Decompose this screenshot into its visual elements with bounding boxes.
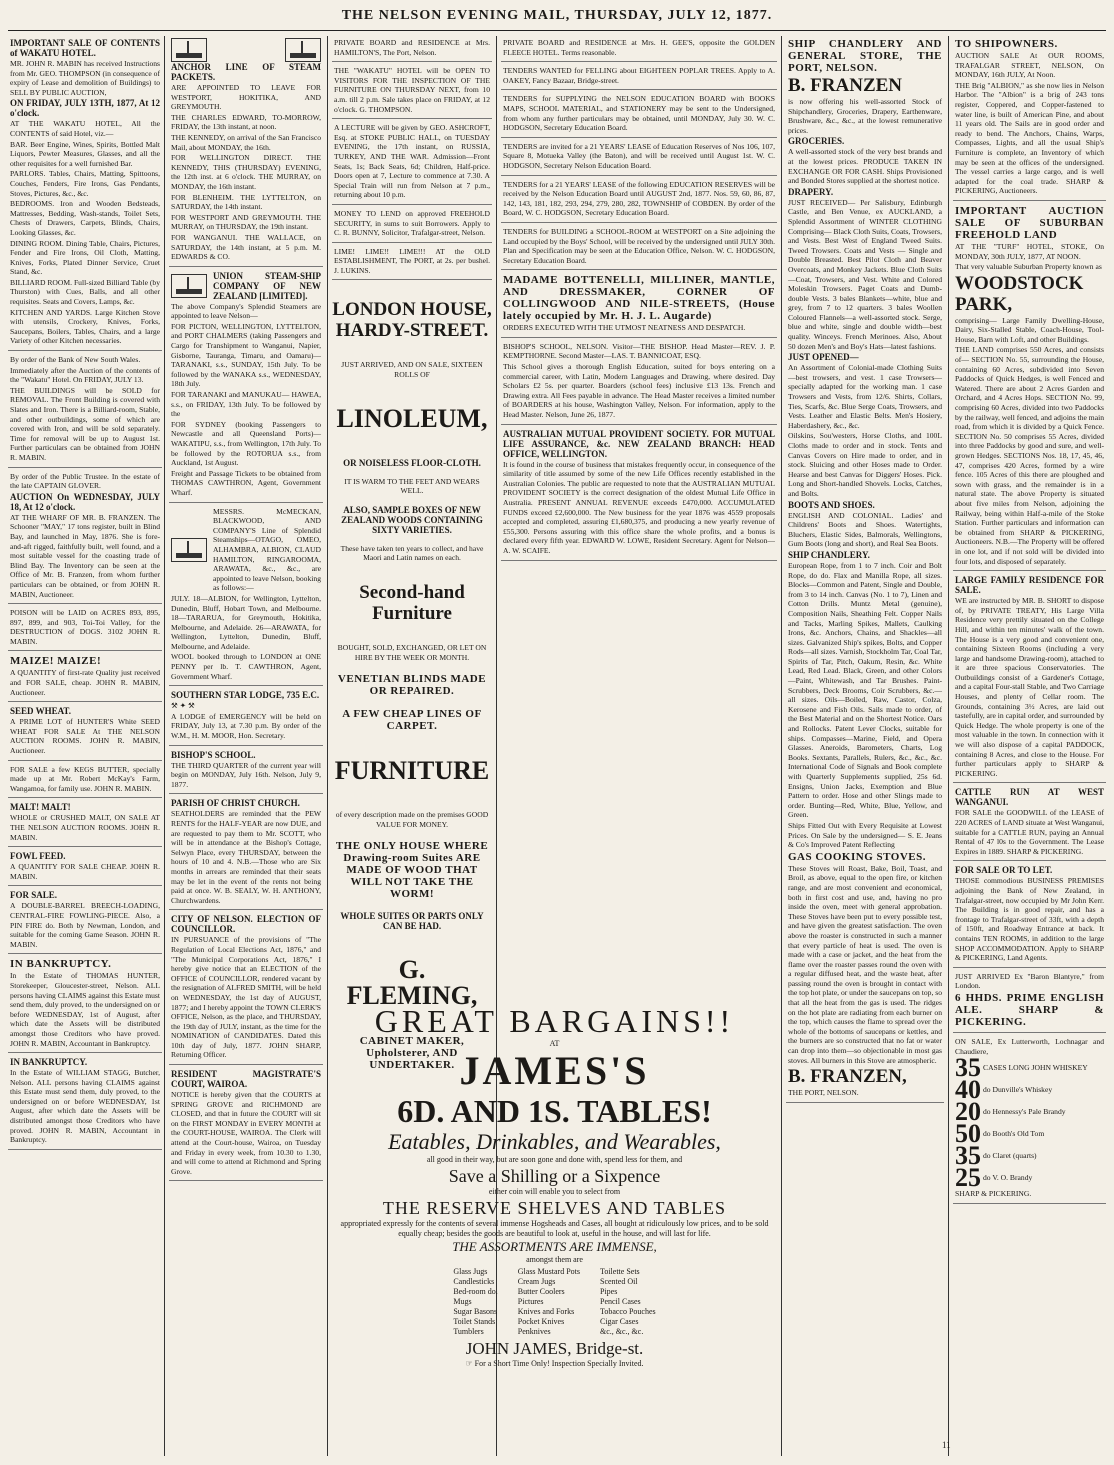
ad-bankruptcy-stagg: IN BANKRUPTCY. In the Estate of WILLIAM STAGG, Butcher, Nelson. ALL persons having CLAIMS against this Estate must send them, duly proved, to the undersigned on or before WEDNESDAY, 1st August, after which date the Assets will be distributed amongst those Creditors who have proved. JOHN R. MABIN, Accountant in Bankruptcy. [8, 1055, 162, 1150]
column-7 [953, 36, 1106, 1456]
ad-tenders-lease: TENDERS are invited for a 21 YEARS' LEASE of Education Reserves of Nos 106, 107, Square 8, Motueka Valley (the Baton), and will be received until August 1st. W. C. HODGSON, Secretary Nelson Education Board. [501, 140, 777, 176]
ad-butter: FOR SALE a few KEGS BUTTER, specially made up at Mr. Robert McKay's Farm, Wangamoa, for family use. JOHN R. MABIN. [8, 763, 162, 799]
table-row: Candlesticks Cream Jugs Scented Oil [453, 1277, 638, 1286]
table-row: Bed-room do. Butter Coolers Pipes [453, 1287, 618, 1296]
ad-lecture: A LECTURE will be given by GEO. ASHCROFT, Esq. at STOKE PUBLIC HALL, on TUESDAY EVENING, the 17th instant, on RUSSIA, TURKEY, AND THE WAR. Admission—Front Seats, 1s; Back Seats, 6d; Children, Half-price. Doors open at 7, Lecture to commence at 7.30. A Special Train will run from Nelson at 7 p.m., returning about 10 p.m. [332, 121, 492, 205]
james-bargains-banner: GREAT BARGAINS!! AT JAMES'S 6D. AND 1S. TABLES! Eatables, Drinkables, and Wearables, all good in their way, but are soon gone and done with, spend less for them, and Save a Shilling or a Sixpence either coin will enable you to select from THE RESERVE SHELVES AND TABLES appropriated expressly for the contents of several immense Hogsheads and Cases, all bought at ridiculously low prices, and to be sold equally cheap; besides the goods are beautiful to look at, useful in the house, and will last for life. THE ASSORTMENTS ARE IMMENSE, amongst them are Glass Jugs Glass Mustard Pots Toilette Sets Candlesticks Cream Jugs Scented Oil Bed-room do. Butter Coolers Pipes Mugs Pictures Pencil Cases Sugar Basons Knives and Forks Tobacco Pouches Toilet Stands Pocket Knives Cigar Cases Tumblers Penknives &c., &c., &c. JOHN JAMES, Bridge-st. ☞ For a Short Time Only! Inspection Specially Invited. [340, 1003, 769, 1368]
ad-to-shipowners: TO SHIPOWNERS. AUCTION SALE At OUR ROOMS, TRAFALGAR STREET, NELSON, On MONDAY, 16th JULY, At Noon. THE Brig "ALBION," as she now lies in Nelson Harbor. The "Albion" is a brig of 243 tons register, Coppered, and Copper-fastened to water line, is built of American Pine, and about 11 years old. The Sails are in good order and ready to bend. The Anchors, Chains, Warps, Compasses, Lights, and all the usual Ship's Furniture is complete, an Inventory of which may be seen at the offices of the undersigned. The vessel carries a large cargo, and is well adapted for the coal trade. SHARP & PICKERING, Auctioneers. [953, 36, 1106, 201]
ad-bank-nsw: By order of the Bank of New South Wales. Immediately after the Auction of the contents of the "Wakatu" Hotel. On FRIDAY, JULY 13. THE BUILDINGS will be SOLD for REMOVAL. The Front Building is covered with Slates and Iron. There is a Billiard-room, Stable, and other outbuildings, some of which are covered with Iron, and will be sold separately. Time for removal will be up to August 1st. Further particulars can be obtained from JOHN R. MABIN. [8, 353, 162, 468]
column-4 [501, 36, 777, 998]
list-item: 35 do Claret (quarts) [955, 1141, 1037, 1171]
ad-mrs-gee: PRIVATE BOARD and RESIDENCE at Mrs. H. GEE'S, opposite the GOLDEN FLEECE HOTEL. Terms reasonable. [501, 36, 777, 62]
ad-magistrates-court: RESIDENT MAGISTRATE'S COURT, WAIROA. NOTICE is hereby given that the COURTS at SPRING GROVE and RICHMOND are CLOSED, and that in future the COURT will sit on the FIRST MONDAY in EVERY MONTH at the COURT-HOUSE, WAIROA. The Clerk will attend at the Court-house, Wairoa, on Tuesday and Friday in every week, from 10.30 to 1.30, and will come to attend at Richmond and Spring Grove. [169, 1067, 323, 1181]
ad-london-house: LONDON HOUSE, HARDY-STREET. JUST ARRIVED, AND ON SALE, SIXTEEN ROLLS OF LINOLEUM, OR NOISELESS FLOOR-CLOTH. IT IS WARM TO THE FEET AND WEARS WELL. ALSO, SAMPLE BOXES OF NEW ZEALAND WOODS CONTAINING SIXTY VARIETIES. These have taken ten years to collect, and have Maori and Latin names on each. Second-hand Furniture BOUGHT, SOLD, EXCHANGED, OR LET ON HIRE BY THE WEEK OR MONTH. VENETIAN BLINDS MADE OR REPAIRED. A FEW CHEAP LINES OF CARPET. FURNITURE of every description made on the premises GOOD VALUE FOR MONEY. THE ONLY HOUSE WHERE Drawing-room Suites ARE MADE OF WOOD THAT WILL NOT TAKE THE WORM! WHOLE SUITES OR PARTS ONLY CAN BE HAD. G. FLEMING, CABINET MAKER, Upholsterer, AND UNDERTAKER. [332, 299, 492, 1072]
list-item: 50 do Booth's Old Tom [955, 1119, 1045, 1149]
ad-lime: LIME! LIME!! LIME!!! AT the OLD ESTABLISHMENT, The PORT, at 2s. per bushel. J. LUKINS. [332, 245, 492, 281]
ad-suburban-land: IMPORTANT AUCTION SALE OF SUBURBAN FREEHOLD LAND AT THE "TURF" HOTEL, STOKE, On MONDAY, 30th JULY, 1877, AT NOON. That very valuable Suburban Property known as WOODSTOCK PARK, comprising— Large Family Dwelling-House, Dairy, Six-Stalled Stable, Coach-House, Tool-House, Barn with Loft, and other Buildings. THE LAND comprises 550 Acres, and consists of— SECTION No. 55, surrounding the House, containing 60 Acres, subdivided into Seven Paddocks of Quick Hedges, is well Fenced and Watered. There are about 2 Acres Garden and Orchard, and 4 Acres Hops. SECTION No. 99, comprising 60 Acres, divided into two Paddocks by the railway, well fenced, and adjoins the main road, from which it is divided by a Quick Fence. SECTION No. 50 comprises 55 Acres, divided into three Paddocks by good and sure, and well-grown Hedges. SECTIONS Nos. 18, 17, 45, 46, 47, comprises 420 Acres, formed by a wire fence. 105 Acres of this there are ploughed and sown with grass, and the remainder is in a natural state. The above Property is situated about five miles from Nelson, adjoining the Railway, being within Half-a-mile of the Stoke Station. Further particulars and information can be obtained from SHARP & PICKERING, Auctioneers. N.B.—The Property will be offered in one lot, and if not sold will be divided into four lots, and disposed of separately. [953, 203, 1106, 571]
ad-poison: POISON will be LAID on ACRES 893, 895, 897, 899, and 903, Toi-Toi Valley, for the DESTRUCTION of DOGS. 3102 JOHN R. MABIN. [8, 606, 162, 651]
ad-christ-church: PARISH OF CHRIST CHURCH. SEATHOLDERS are reminded that the PEW RENTS for the HALF-YEAR are now DUE, and are requested to pay them to Mr. SCOTT, who will be in attendance at the Bishop's Cottage, Selwyn Place, every THURSDAY, between the hours of 10 and 4. N.B.—Those who are Six months in arrears are reminded that their seats may be let in the event of the rents not being paid at once. W. B. SEALY, W. H. ANTHONY, Churchwardens. [169, 796, 323, 910]
ad-tenders-poplar: TENDERS WANTED for FELLING about EIGHTEEN POPLAR TREES. Apply to A. OAKEY, Fancy Bazaar, Bridge-street. [501, 64, 777, 90]
ad-bishops-school-nelson: BISHOP'S SCHOOL, NELSON. Visitor—THE BISHOP. Head Master—REV. J. P. KEMPTHORNE. Second Master—LAS. T. BANNICOAT, ESQ. This School gives a thorough English Education, suited for boys entering on a commercial career, with Latin, Modern Languages and Drawing, where desired. Day Scholars £2 5s. per quarter. Boarders (school fees) inclusive £13 13s. French and Drawing extra. All Fees payable in advance. The Head Master receives a limited number of BOARDERS at his house, Washington Valley, Nelson. For information, apply to the Head Master. Nelson, June 26, 1877. [501, 340, 777, 425]
list-item: 25 do V. O. Brandy [955, 1163, 1033, 1193]
ad-english-ale: JUST ARRIVED Ex "Baron Blantyre," from London. 6 HHDS. PRIME ENGLISH ALE. SHARP & PICKERING. [953, 970, 1106, 1033]
list-item: 35 CASES LONG JOHN WHISKEY [955, 1053, 1088, 1083]
column-divider [948, 36, 949, 1456]
ad-wakatu-open: THE "WAKATU" HOTEL will be OPEN TO VISITORS FOR THE INSPECTION OF THE FURNITURE ON THURSDAY NEXT, from 10 a.m. till 2 p.m. Sale takes place on FRIDAY, at 12 o'clock. G. THOMPSON. [332, 64, 492, 119]
ad-amp-society: AUSTRALIAN MUTUAL PROVIDENT SOCIETY. FOR MUTUAL LIFE ASSURANCE, &c. NEW ZEALAND BRANCH: HEAD OFFICE, WELLINGTON. It is found in the course of business that mistakes frequently occur, in consequence of the similarity of title assumed by some of the new Life Offices recently established in the Australian Colonies. The public are requested to note that the AUSTRALIAN MUTUAL PROVIDENT SOCIETY is the correct designation of the oldest Mutual Life Office in Australia. PRESENT ANNUAL REVENUE exceeds £470,000. ACCUMULATED FUNDS exceed £2,600,000. The New business for the year 1876 was 4559 proposals accepted and completed, assuring £1,680,375, and producing a new yearly revenue of £55,300. Persons assuring with this office share the whole profits, and a bonus is declared every fifth year. EDWARD W. LOWE, Resident Secretary. Agent for Nelson—A. W. SCAIFE. [501, 427, 777, 561]
column-3 [332, 36, 492, 1072]
ad-tenders-books: TENDERS for SUPPLYING the NELSON EDUCATION BOARD with BOOKS MAPS, SCHOOL MATERIAL, and STATIONERY may be sent to the Undersigned, from whom any further particulars may be obtained, until MONDAY, July 30. W. C. HODGSON, Secretary Education Board. [501, 92, 777, 137]
ad-bankruptcy-hunter: IN BANKRUPTCY. In the Estate of THOMAS HUNTER, Storekeeper, Gloucester-street, Nelson. ALL persons having CLAIMS against this Estate must send them, duly proved, to the undersigned on or before WEDNESDAY, 1st of August, after which date the Assets will be distributed amongst those Creditors who have proved. JOHN R. MABIN, Accountant in Bankruptcy. [8, 956, 162, 1053]
list-item: 20 do Hennessy's Pale Brandy [955, 1097, 1066, 1127]
ad-fowl-feed: FOWL FEED. A QUANTITY FOR SALE CHEAP. JOHN R. MABIN. [8, 849, 162, 886]
table-row: Sugar Basons Knives and Forks Tobacco Pouches [453, 1307, 656, 1316]
ad-anchor-line: ANCHOR LINE OF STEAM PACKETS. ARE APPOINTED TO LEAVE FOR WESTPORT, HOKITIKA, AND GREYMOUTH. THE CHARLES EDWARD, TO-MORROW, FRIDAY, the 13th instant, at noon. THE KENNEDY, on arrival of the San Francisco Mail, about MONDAY, the 16th. FOR WELLINGTON DIRECT. THE KENNEDY, THIS (THURSDAY) EVENING, the 12th inst. at 6 o'clock. THE MURRAY, on MONDAY, the 16th instant. FOR BLENHEIM. THE LYTTELTON, on SATURDAY, the 14th instant. FOR WESTPORT AND GREYMOUTH. THE MURRAY, on THURSDAY, the 19th instant. FOR WANGANUI. THE WALLACE, on SATURDAY, the 14th instant, at 5 p.m. M. EDWARDS & CO. [169, 36, 323, 267]
masonic-emblem-icon: ⚒ ✦ ⚒ [171, 701, 195, 711]
ad-tenders-reserves: TENDERS for a 21 YEARS' LEASE of the following EDUCATION RESERVES will be received by the Nelson Education Board until AUGUST 2nd, 1877. Nos. 59, 60, 86, 87, 142, 143, 181, 182, 293, 294, 279, 280, 282, TOWNSHIP of COBDEN. By order of the Board, W. C. HODGSON, Secretary Education Board. [501, 178, 777, 223]
ad-franzen-store: SHIP CHANDLERY AND GENERAL STORE, THE PORT, NELSON. B. FRANZEN is now offering his well-assorted Stock of Shipchandlery, Groceries, Drapery, Earthenware, Brushware, &c., &c., at the lowest remunerative prices. GROCERIES. A well-assorted stock of the very best brands and at the lowest prices. PRODUCE TAKEN IN EXCHANGE OR FOR CASH. Ships Provisioned and Bonded Stores supplied at the shortest notice. DRAPERY. JUST RECEIVED— Per Salisbury, Edinburgh Castle, and Ben Venue, ex AUCKLAND, a Splendid Assortment of WINTER CLOTHING Comprising— Black Cloth Suits, Coats, Trowsers, and Vests. Best West of England Tweed Suits. Tweed Trowsers. Coats and Vests — Single and Double Breasted. Best Pilot Cloth and Beaver Overcoats, and Monkey Jackets. Blue Cloth Suits—Coat, Trowsers, and Vest. White and Colored Moleskin Trowsers. Paget Coats and Dumb-double Vests. 3 bales Blankets—white, blue and grey, from 7 to 12 quarters. 3 bales Woollen Coloured Flannels—a well-assorted stock. Serge, blue and white, single and double width—best quality. Winceys. French Merinoes. Also, About 50 dozen Men's and Boy's Hats—latest fashions. JUST OPENED— An Assortment of Colonial-made Clothing Suits—best trowsers, and vest. 1 case Trowsers—specially adapted for the working man. 1 case Trowsers and Vests, from 12/6. Shirts, Collars, Ties, Scarfs, &c. Blue Serge Coats, Trowsers, and Vests. Leather and Elastic Belts. Men's Hosiery, Haberdashery, &c., &c. Oilskins, Sou'westers, Horse Cloths, and 100L Cloths made to order and in stock. Tents and Canvas Covers on Hire made to order, and in stock. Sluicing and other Hoses made to Order. Hearse and best Canvas for Diggers' Hoses. Pick. Long and Short-handled Shovels. Locks, Catches, and Bolts. BOOTS AND SHOES. ENGLISH AND COLONIAL. Ladies' and Childrens' Boots and Shoes. Watertights, Bluchers, Elastic Sides, Balmorals, Wellingtons, Gum Boots (long and short), and Real Sea Boots. SHIP CHANDLERY. European Rope, from 1 to 7 inch. Coir and Bolt Rope, do do. Flax and Manilla Rope, all sizes. Blocks—Common and Patent, Single and Double, from 3 to 14 inch. Canvas (No. 1 to 7), Linen and Cotton Drills. Muntz Metal (genuine), Composition Nails, Sheathing Felt. Copper Nails and Tacks, Marling Spikes, Mallets, Caulking Irons, &c. Anchors, Chains, and Shackles—all sizes. Galvanized Ship's spikes, Bolts, and Copper Rods—all sizes. Varnish, Stockholm Tar, Coal Tar, Spirits of Tar, Pitch, Oakum, Resin, &c. White Lead, Red Lead. Black, Green, and other Colors—Paint, Whitewash, and Tar Brushes. Paint-Scrubbers, Deck Brooms, Coir Scrubbers, &c.—all sizes. Oils—Boiled, Raw, Castor, Colza, Kerosene and Fish Oils. Sails made to order, of the Best Material and on the Shortest Notice. Oars and Rollocks. Patent Lever Clocks, suitable for ships. Compasses—Marine, Field, and Opera Glasses. Aneroids, Barometers, Charts, Log Books. Sextants, Parallels, Rulers, &c., &c., &c. International Code of Signals and Book complete with Quarterly Supplements supplied, 25s 6d. Ensigns, Union Jacks, Exemption and Blue Pattern to order. Hose and other Slings made to order. Bunting—Red, White, Blue, Yellow, and Green. Ships Fitted Out with Every Requisite at Lowest Prices. On Sale by the undersigned— S. E. Jeans & Co's Improved Patent Reflecting GAS COOKING STOVES. These Stoves will Roast, Bake, Boil, Toast, and Broil, as above, equal to the open fire, or kitchen range, and are most convenient and economical, both in first cost and use, and, having no pro inside the oven, meet with general approbation. These Stoves have been put to every possible test, and have given the greatest satisfaction. The oven above the roaster is constructed in such a manner that every particle of heat is used. The oven is made with a case or jacket, and the heat from the flame over the roaster passes round the oven with a regular diffused heat, and the waste heat, after passing round the oven is brought in contact with the top hot plate, or under the saucepans on top, so that all the heat from the gas is used. The ridges on the hot plate are radiating from each burner on the top, which causes the flame to spread over the whole of the bottoms of saucepans or kettles, and the burners are so constructed that no fat or water can drop into them—so objectionable in most gas stoves. All burners in this Stove are atmospheric. B. FRANZEN, THE PORT, NELSON. [786, 36, 944, 1103]
steamer-icon [171, 538, 207, 562]
ad-private-board: PRIVATE BOARD and RESIDENCE at Mrs. HAMILTON'S, The Port, Nelson. [332, 36, 492, 62]
column-1 [8, 36, 162, 1456]
list-item: 40 do Dunville's Whiskey [955, 1075, 1053, 1105]
ship-icon [171, 38, 207, 62]
ad-city-election: CITY OF NELSON. ELECTION OF COUNCILLOR. IN PURSUANCE of the provisions of "The Regulation of Local Elections Act, 1876," and "The Municipal Corporations Act, 1876," I hereby give notice that an ELECTION of the OFFICE of COUNCILLOR, rendered vacant by the resignation of ALFRED SMITH, will be held on WEDNESDAY, the 1st day of AUGUST, 1877; and I hereby appoint the TOWN CLERK'S OFFICE, Nelson, as the place, and THURSDAY, the 19th day of JULY, instant, as the time for the NOMINATION of CANDIDATES. Dated this 10th day of July, 1877. JOHN SHARP, Returning Officer. [169, 912, 323, 1065]
column-divider [164, 36, 165, 1456]
ad-tenders-school: TENDERS for BUILDING a SCHOOL-ROOM at WESTPORT on a Site adjoining the Land occupied by the Boys' School, will be received by the undersigned until JULY 30th. Plan and Specification may be seen at the Education Office, Nelson. W. C. HODGSON, Secretary Education Board. [501, 225, 777, 270]
masthead: THE NELSON EVENING MAIL, THURSDAY, JULY 12, 1877. [341, 8, 773, 23]
ad-madame-bottenelli: MADAME BOTTENELLI, MILLINER, MANTLE, AND DRESSMAKER, CORNER OF COLLINGWOOD AND NILE-STREETS, (House lately occupied by Mr. H. J. L. Augarde) ORDERS EXECUTED WITH THE UTMOST NEATNESS AND DESPATCH. [501, 272, 777, 338]
ad-for-sale-gun: FOR SALE. A DOUBLE-BARREL BREECH-LOADING, CENTRAL-FIRE FOWLING-PIECE. Also, a PIN FIRE do. Both by Newman, London, and suitable for the coming Game Season. JOHN R. MABIN. [8, 888, 162, 954]
ad-maize: MAIZE! MAIZE! A QUANTITY of first-rate Quality just received and FOR SALE, cheap. JOHN R. MABIN, Auctioneer. [8, 653, 162, 702]
steamer-icon [171, 274, 207, 298]
page-number: 11 [942, 1440, 951, 1450]
table-row: Glass Jugs Glass Mustard Pots Toilette Sets [453, 1267, 640, 1276]
ad-union-steamship: UNION STEAM-SHIP COMPANY OF NEW ZEALAND [LIMITED]. The above Company's Splendid Steamers are appointed to leave Nelson— FOR PICTON, WELLINGTON, LYTTELTON, and PORT CHALMERS (taking Passengers and Cargo for Transhipment to Wanganui, Napier, Gisborne, Tauranga, Timaru, and Oamaru)— TARANAKI, s.s., SUNDAY, 15th July. To be followed by the WANAKA s.s., WEDNESDAY, 18th July. FOR TARANAKI and MANUKAU— HAWEA, s.s., on FRIDAY, 13th July. To be followed by the FOR SYDNEY (booking Passengers to Newcastle and all Queensland Ports)— WAKATIPU, s.s., from Wellington, 17th July. To be followed by the ROTORUA s.s., from Auckland, 1st August. Freight and Passage Tickets to be obtained from THOMAS CAWTHRON, Agent, Government Wharf. [169, 269, 323, 503]
ad-for-sale-or-let: FOR SALE OR TO LET. THOSE commodious BUSINESS PREMISES adjoining the Bank of New Zealand, in Trafalgar-street, now occupied by Mr John Kerr. The Building is in good repair, and has a frontage to Trafalgar-street of 33ft, with a depth of 150ft, and Roadway Entrance at back. It contains TEN ROOMS, in addition to the large SHOP ACCOMMODATION. Apply to SHARP & PICKERING, Land Agents. [953, 863, 1106, 967]
table-row: Toilet Stands Pocket Knives Cigar Cases [453, 1317, 639, 1326]
ad-money-lend: MONEY TO LEND on approved FREEHOLD SECURITY, in sums to suit Borrowers. Apply to C. R. BUNNY, Solicitor, Trafalgar-street, Nelson. [332, 207, 492, 243]
bargain-items-table [443, 1267, 665, 1337]
ad-cattle-run: CATTLE RUN AT WEST WANGANUI. FOR SALE the GOODWILL of the LEASE of 220 ACRES of LAND situate at West Wanganui, suitable for a CATTLE RUN, paying an Annual Rental of 47 l0s to the Government. The Lease Expires in 1889. SHARP & PICKERING. [953, 785, 1106, 861]
ad-malt: MALT! MALT! WHOLE or CRUSHED MALT, ON SALE AT THE NELSON AUCTION ROOMS. JOHN R. MABIN. [8, 800, 162, 847]
ship-icon [285, 38, 321, 62]
ad-glover-estate: By order of the Public Trustee. In the estate of the late CAPTAIN GLOVER. AUCTION On WEDNESDAY, JULY 18, At 12 o'clock. AT THE WHARF OF MR. B. FRANZEN. The Schooner "MAY," 17 tons register, built in Blind Bay, and launched in May, 1876. She is fore-and-aft rigged, faithfully built, well found, and a most suitable vessel for the coasting trade of Blind Bay. The Inventory can be seen at the Office of Mr. B. Franzen, from whom further particulars can be obtained, or from JOHN R. MABIN, Auctioneer. [8, 470, 162, 605]
pointing-hand-icon: ☞ [465, 1359, 475, 1368]
column-5 [786, 36, 944, 1456]
ad-on-sale-spirits: ON SALE, Ex Lutterworth, Lochnagar and Chaudiere, 35 CASES LONG JOHN WHISKEY 40 do Dunville's Whiskey 20 do Hennessy's Pale Brandy 50 do Booth's Old Tom 35 do Claret (quarts) 25 do V. O. Brandy SHARP & PICKERING. [953, 1035, 1106, 1204]
ad-family-residence: LARGE FAMILY RESIDENCE FOR SALE. WE are instructed by MR. B. SHORT to dispose of, by PRIVATE TREATY, His Large Villa Residence very prettily situated on the College Hill, and within ten minutes' walk of the town. The House is a very good and convenient one, containing Sixteen Rooms (including a very large and handsome Drawing-room), attached to it are three spacious Conservatories. The Outbuildings consist of a Gardener's Cottage, and a capital Four-stall Stable, and Two Carriage Houses, and plenty of Cellar room. The Grounds, containing 3½ Acres, are laid out tastefully, are in capital order, and surrounded by Quick Hedge. The whole property is one of the most valuable in the town. In connection with it we will also dispose of a capital PADDOCK, containing 8 Acres, and close to the House. For further particulars apply to SHARP & PICKERING. [953, 573, 1106, 783]
column-2 [169, 36, 323, 1456]
ad-seed-wheat: SEED WHEAT. A PRIME LOT of HUNTER'S White SEED WHEAT FOR SALE At THE NELSON AUCTION ROOMS. JOHN R. MABIN, Auctioneer. [8, 704, 162, 760]
table-row: Mugs Pictures Pencil Cases [453, 1297, 641, 1306]
ad-bishops-school: BISHOP'S SCHOOL. THE THIRD QUARTER of the current year will begin on MONDAY, July 16th. Nelson, July 9, 1877. [169, 748, 323, 795]
ad-southern-star-lodge: SOUTHERN STAR LODGE, 735 E.C. ⚒ ✦ ⚒ A LODGE of EMERGENCY will be held on FRIDAY, July 13, at 7.30 p.m. By order of the W.M., H. M. MOOR, Hon. Secretary. [169, 688, 323, 745]
table-row: Tumblers Penknives &c., &c., &c. [453, 1327, 644, 1336]
ad-mcmeckan: MESSRS. McMECKAN, BLACKWOOD, AND COMPANY'S Line of Splendid Steamships—OTAGO, OMEO, ALHAMBRA, ALBION, CLAUD HAMILTON, RINGAROOMA, ARAWATA, &c., &c., are appointed to leave Nelson, booking as follows:— JULY. 18—ALBION, for Wellington, Lyttelton, Dunedin, Bluff, Hobart Town, and Melbourne. 18—TARARUA, for Greymouth, Hokitika, Melbourne, and Adelaide. 26—ARAWATA, for Wellington, Lyttelton, Dunedin, Bluff, Melbourne, and Adelaide. WOOL booked through to LONDON at ONE PENNY per lb. T. CAWTHRON, Agent, Government Wharf. [169, 505, 323, 687]
column-divider [781, 36, 782, 1456]
masthead-rule [8, 30, 1106, 31]
ad-wakatu-sale: IMPORTANT SALE OF CONTENTS of WAKATU HOTEL. MR. JOHN R. MABIN has received Instructions from Mr. GEO. THOMPSON (in consequence of expiry of Lease and demolition of Buildings) to SELL BY PUBLIC AUCTION, ON FRIDAY, JULY 13TH, 1877, At 12 o'clock. AT THE WAKATU HOTEL, All the CONTENTS of said Hotel, viz.— BAR. Beer Engine, Wines, Spirits, Bottled Malt Liquors, Pewter Measures, Glasses, and all the other requisites for a well furnished Bar. PARLORS. Tables, Chairs, Matting, Spittoons, Couches, Fenders, Fire Irons, Gas Pendants, Stoves, Pictures, &c., &c. BEDROOMS. Iron and Wooden Bedsteads, Mattresses, Bedding, Wash-stands, Toilet Sets, Chests of Drawers, Carpets, Blinds, Chairs, Looking Glasses, &c. DINING ROOM. Dining Table, Chairs, Pictures, Fender and Fire Irons, Oil Cloth, Matting, Knives, Forks, Plated Dinner Service, Cruet Stand, &c. BILLIARD ROOM. Full-sized Billiard Table (by Thurston) with Cues, Balls, and all other requisites. Seats and Covers, Lamps, &c. KITCHEN AND YARDS. Large Kitchen Stove with utensils, Crockery, Knives, Forks, Saucepans, Boilers, Tables, Chairs, and a large Variety of other Kitchen necessaries. [8, 36, 162, 351]
